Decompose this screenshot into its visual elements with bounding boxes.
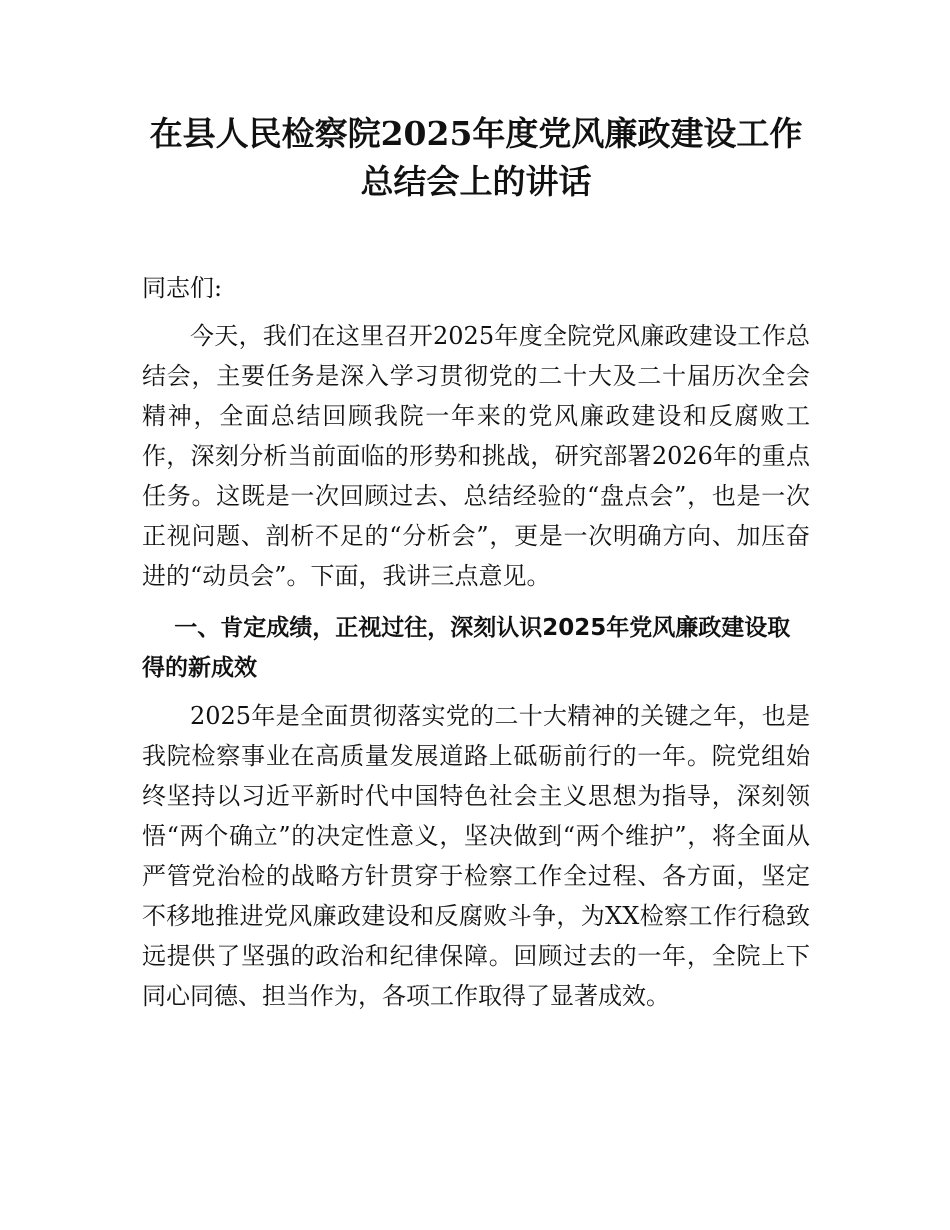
title-line-1: 在县人民检察院2025年度党风廉政建设工作 [149,114,803,153]
intro-paragraph: 今天，我们在这里召开2025年度全院党风廉政建设工作总结会，主要任务是深入学习贯彻党的二十大及二十届历次全会精神，全面总结回顾我院一年来的党风廉政建设和反腐败工作，深刻分析当前面临的形势和挑战，研究部署2026年的重点任务。这既是一次回顾过去、总结经验的“盘点会”，也是一次正视问题、剖析不足的“分析会”，更是一次明确方向、加压奋进的“动员会”。下面，我讲三点意见。 [142,322,810,590]
document-title [142,110,810,206]
document-page [142,110,810,1016]
salutation: 同志们: [142,274,223,302]
section-1-heading: 一、肯定成绩，正视过往，深刻认识2025年党风廉政建设取得的新成效 [142,615,791,681]
title-line-2: 总结会上的讲话 [360,162,592,201]
section-1-paragraph: 2025年是全面贯彻落实党的二十大精神的关键之年，也是我院检察事业在高质量发展道路上砥砺前行的一年。院党组始终坚持以习近平新时代中国特色社会主义思想为指导，深刻领悟“两个确立”的决定性意义，坚决做到“两个维护”，将全面从严管党治检的战略方针贯穿于检察工作全过程、各方面，坚定不移地推进党风廉政建设和反腐败斗争，为XX检察工作行稳致远提供了坚强的政治和纪律保障。回顾过去的一年，全院上下同心同德、担当作为，各项工作取得了显著成效。 [142,702,810,1010]
